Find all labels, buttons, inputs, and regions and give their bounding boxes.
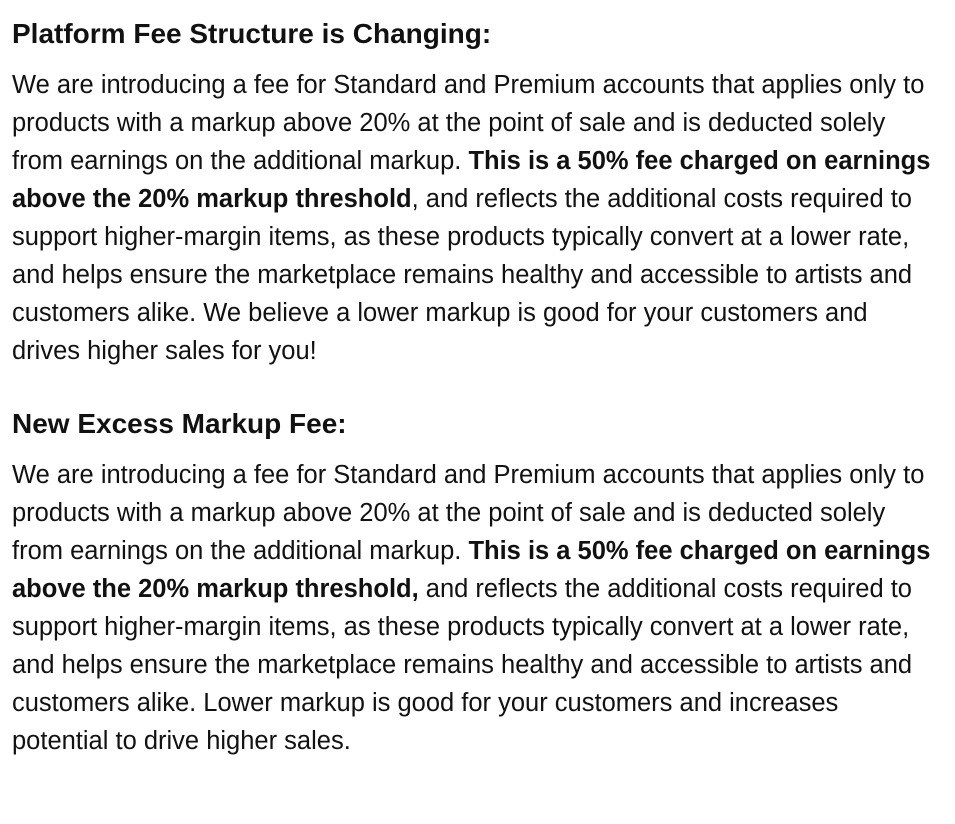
excess-markup-rest-text: and reflects the additional costs required to support higher-margin items, as these products typically convert at a lower rate, and helps ensure the marketplace remains healthy and accessible to artists and customers alike. Lower markup is good for your customers and increases potential to drive higher sales. bbox=[12, 575, 913, 755]
excess-markup-lead-text: We are introducing a fee for Standard and Premium accounts that applies only to products with a markup above 20% at the point of sale and is deducted solely from earnings on the additional markup. bbox=[12, 461, 925, 565]
excess-markup-paragraph bbox=[12, 456, 932, 760]
fee-structure-paragraph bbox=[12, 66, 932, 370]
fee-structure-section bbox=[12, 16, 931, 370]
excess-markup-section bbox=[12, 406, 931, 760]
excess-markup-heading: New Excess Markup Fee: bbox=[12, 408, 347, 439]
excess-markup-emphasis-text: This is a 50% fee charged on earnings above the 20% markup threshold, bbox=[12, 537, 931, 603]
fee-structure-lead-text: We are introducing a fee for Standard and Premium accounts that applies only to products with a markup above 20% at the point of sale and is deducted solely from earnings on the additional markup. bbox=[12, 71, 925, 175]
fee-structure-emphasis-text: This is a 50% fee charged on earnings above the 20% markup threshold bbox=[12, 147, 931, 213]
fee-structure-rest-text: , and reflects the additional costs required to support higher-margin items, as these products typically convert at a lower rate, and helps ensure the marketplace remains healthy and accessible to artists and customers alike. We believe a lower markup is good for your customers and drives higher sales for you! bbox=[12, 185, 913, 365]
fee-structure-heading: Platform Fee Structure is Changing: bbox=[12, 18, 492, 49]
